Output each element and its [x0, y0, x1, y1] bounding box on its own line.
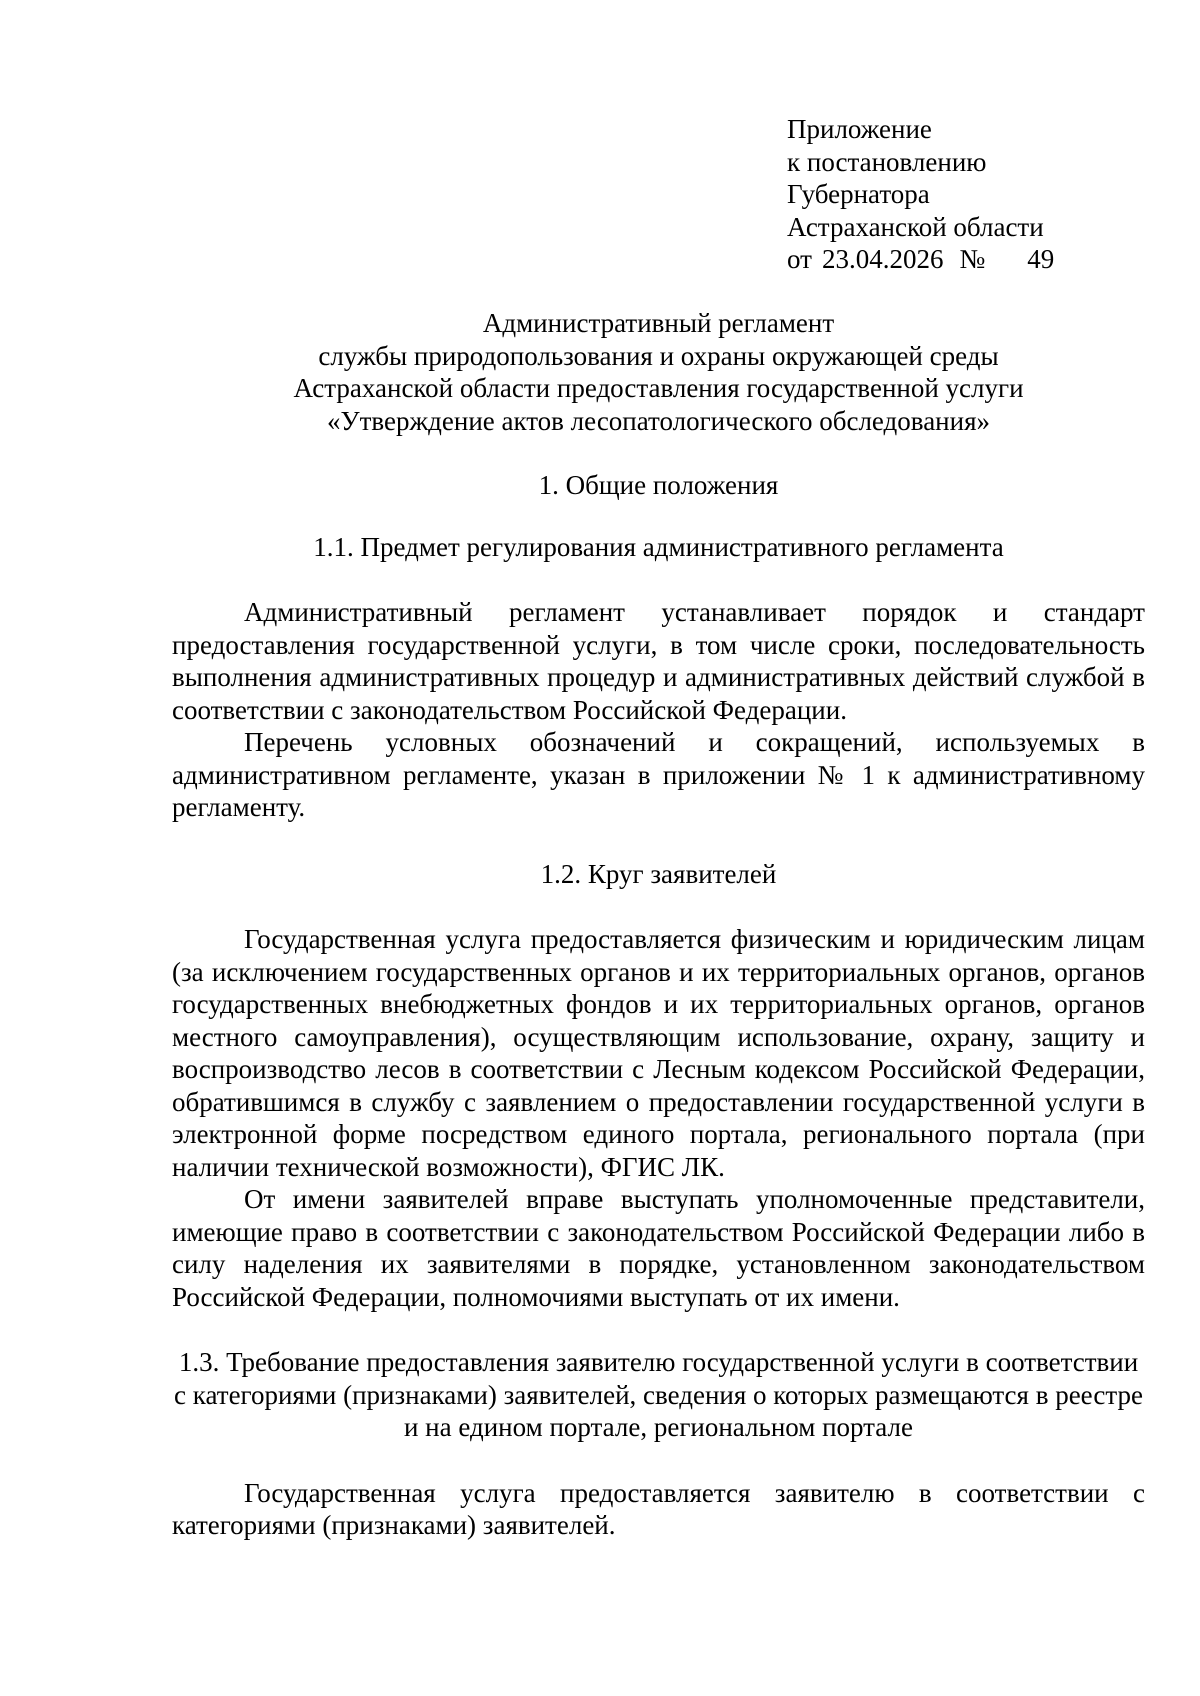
number-sign: №: [959, 244, 986, 274]
document-body: [172, 307, 1145, 1542]
approval-line-region: Астраханской области: [787, 211, 1044, 242]
paragraph-1-3-a: Государственная услуга предоставляется заявителю в соответствии с категориями (признаками) заявителей.: [172, 1477, 1145, 1540]
title-line-2: службы природопользования и охраны окружающей среды: [318, 340, 999, 371]
approval-number: 49: [1027, 244, 1055, 274]
section-heading-general: 1. Общие положения: [538, 470, 779, 500]
approval-line-appendix: Приложение: [787, 114, 932, 144]
section-heading-1-3: 1.3. Требование предоставления заявителю государственной услуги в соответствии с категориями (признаками) заявителей, сведения о которых размещаются в реестре и на едином портале, региональном портале: [174, 1347, 1143, 1442]
paragraph-1-1-b: Перечень условных обозначений и сокращений, используемых в административном регламенте, указан в приложении № 1 к административному регламенту.: [172, 727, 1145, 822]
title-line-3: Астраханской области предоставления государственной услуги: [293, 373, 1024, 403]
section-heading-1-1: 1.1. Предмет регулирования административного регламента: [313, 531, 1004, 562]
document-title: [172, 307, 1145, 437]
approval-block: [787, 113, 1054, 276]
paragraph-1-1-a: Административный регламент устанавливает порядок и стандарт предоставления государственной услуги, в том числе сроки, последовательность выполнения административных процедур и административных действий службой в соответствии с законодательством Российской Федерации.: [172, 597, 1145, 725]
section-heading-1-2: 1.2. Круг заявителей: [540, 858, 777, 889]
approval-date-line: [787, 243, 1054, 276]
title-line-1: Административный регламент: [482, 308, 835, 338]
paragraph-1-2-a: Государственная услуга предоставляется физическим и юридическим лицам (за исключением государственных органов и их территориальных органов, органов государственных внебюджетных фондов и их территориальных органов, органов местного самоуправления), осуществляющим использование, охрану, защиту и воспроизводство лесов в соответствии с Лесным кодексом Российской Федерации, обратившимся в службу с заявлением о предоставлении государственной услуги в электронной форме посредством единого портала, регионального портала (при наличии технической возможности), ФГИС ЛК.: [172, 924, 1145, 1182]
paragraph-1-2-b: От имени заявителей вправе выступать уполномоченные представители, имеющие право в соответствии с законодательством Российской Федерации либо в силу наделения их заявителями в порядке, установленном законодательством Российской Федерации, полномочиями выступать от их имени.: [172, 1184, 1145, 1312]
title-line-4: «Утверждение актов лесопатологического обследования»: [327, 405, 990, 436]
approval-line-governor: Губернатора: [787, 179, 930, 209]
approval-line-resolution: к постановлению: [787, 146, 987, 177]
approval-date: 23.04.2026: [821, 244, 944, 274]
date-prefix: от: [787, 244, 812, 274]
